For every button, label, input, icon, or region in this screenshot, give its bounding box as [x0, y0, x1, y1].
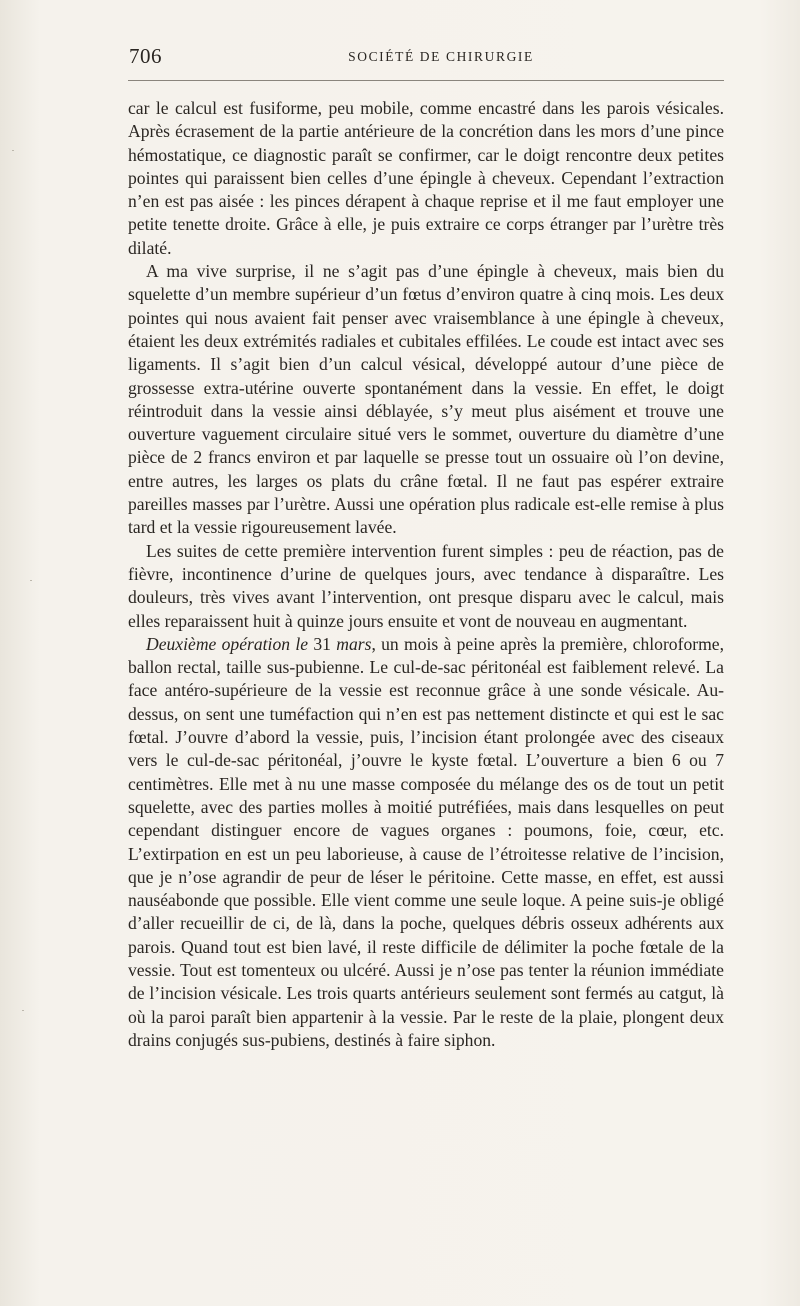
header-rule: [128, 80, 724, 81]
body-text: [128, 97, 724, 1052]
paragraph-1: car le calcul est fusiforme, peu mobile, comme encastré dans les parois vésicales. Après écrasement de la partie antérieure de la concrétion dans les mors d’une pince hémostatique, ce diagnostic paraît se confirmer, car le doigt rencontre deux petites pointes qui paraissent bien celles d’une épingle à cheveux. Cependant l’extraction n’en est pas aisée : les pinces dérapent à chaque reprise et il me faut employer une petite tenette droite. Grâce à elle, je puis extraire ce corps étranger par l’urètre très dilaté.: [128, 98, 724, 258]
margin-speck: [12, 150, 14, 151]
paragraph-4-lead: Deuxième opération le: [146, 633, 309, 654]
paragraph-3: Les suites de cette première intervention furent simples : peu de réaction, pas de fièvre, incontinence d’urine de quelques jours, avec tendance à disparaître. Les douleurs, très vives avant l’intervention, ont presque disparu avec le calcul, mais elles reparaissent huit à quinze jours ensuite et vont de nouveau en augmentant.: [128, 540, 724, 631]
paragraph-4-month: mars: [336, 633, 372, 654]
page-number: 706: [129, 44, 162, 68]
paragraph-4-date: 31: [308, 633, 337, 654]
paragraph-4-body: , un mois à peine après la première, chloroforme, ballon rectal, taille sus-pubienne. Le cul-de-sac péritonéal est faiblement relevé. La face antéro-supérieure de la vessie est reconnue grâce à une sonde vésicale. Au-dessus, on sent une tuméfaction qui n’en est pas nettement distincte et qui est le sac fœtal. J’ouvre d’abord la vessie, puis, l’incision étant prolongée avec des ciseaux vers le cul-de-sac péritonéal, j’ouvre le kyste fœtal. L’ouverture a bien 6 ou 7 centimètres. Elle met à nu une masse composée du mélange des os de tout un petit squelette, avec des parties molles à moitié putréfiées, mais dans lesquelles on peut cependant distinguer encore de vagues organes : poumons, foie, cœur, etc. L’extirpation en est un peu laborieuse, à cause de l’étroitesse relative de l’incision, que je n’ose agrandir de peur de léser le péritoine. Cette masse, en effet, est aussi nauséabonde que possible. Elle vient comme une seule loque. A peine suis-je obligé d’aller recueillir de ci, de là, dans la poche, quelques débris osseux adhérents aux parois. Quand tout est bien lavé, il reste difficile de délimiter la poche fœtale de la vessie. Tout est tomenteux ou ulcéré. Aussi je n’ose pas tenter la réunion immédiate de l’incision vésicale. Les trois quarts antérieurs seulement sont fermés au catgut, là où la paroi paraît bien appartenir à la vessie. Par le reste de la plaie, plongent deux drains conjugés sus-pubiens, destinés à faire siphon.: [128, 633, 725, 1050]
page-header: [128, 40, 724, 74]
paragraph-2: A ma vive surprise, il ne s’agit pas d’une épingle à cheveux, mais bien du squelette d’un membre supérieur d’un fœtus d’environ quatre à cinq mois. Les deux pointes qui nous avaient fait penser avec vraisemblance à une épingle à cheveux, étaient les deux extrémités radiales et cubitales effilées. Le coude est intact avec ses ligaments. Il s’agit bien d’un calcul vésical, développé autour d’une pièce de grossesse extra-utérine ouverte spontanément dans la vessie. En effet, le doigt réintroduit dans la vessie ainsi déblayée, s’y meut plus aisément et trouve une ouverture vaguement circulaire situé vers le sommet, ouverture du diamètre d’une pièce de 2 francs environ et par laquelle se presse tout un ossuaire où l’on devine, entre autres, les larges os plats du crâne fœtal. Il ne faut pas espérer extraire pareilles masses par l’urètre. Aussi une opération plus radicale est-elle remise à plus tard et la vessie rigoureusement lavée.: [128, 261, 724, 538]
margin-speck: [30, 580, 32, 581]
margin-speck: [22, 1010, 24, 1011]
paragraph-4: [128, 633, 724, 1052]
running-head: SOCIÉTÉ DE CHIRURGIE: [348, 49, 534, 64]
